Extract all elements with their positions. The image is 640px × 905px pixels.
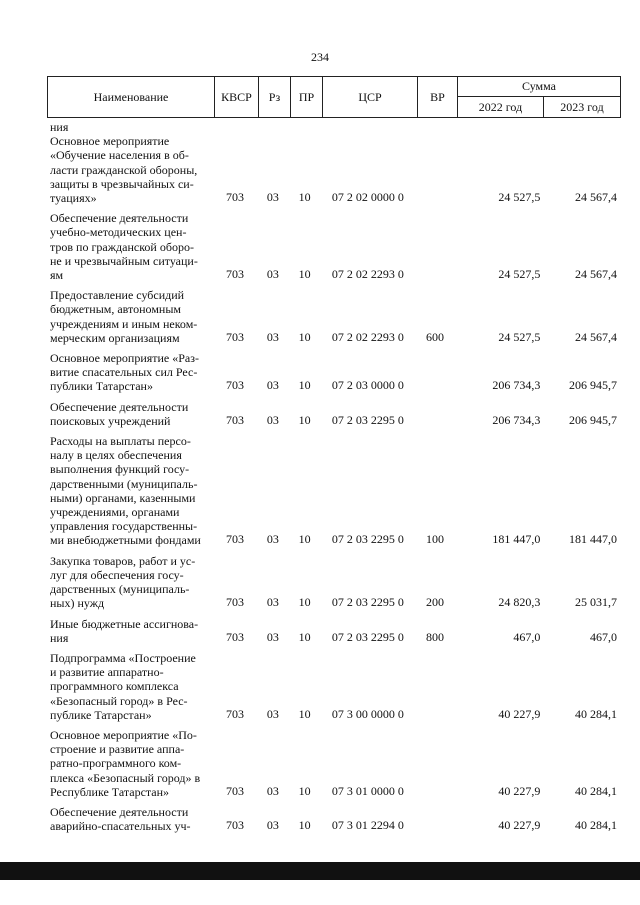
cell-s1: 40 227,9: [498, 783, 541, 798]
cell-pr: 10: [298, 706, 311, 721]
cell-s2: 40 284,1: [575, 818, 617, 833]
cell-pr: 10: [298, 267, 311, 282]
row-name-line: плекса «Безопасный город» в: [50, 770, 201, 785]
cell-s1: 24 527,5: [498, 329, 541, 344]
row-name-line: ных) нужд: [50, 596, 105, 611]
cell-s1: 24 820,3: [498, 595, 541, 610]
header-2022: 2022 год: [458, 97, 544, 118]
row-name: [47, 400, 213, 428]
row-name-line: луг для обеспечения госу-: [50, 567, 184, 582]
cell-vr: [415, 204, 455, 205]
cell-vr: [415, 393, 455, 394]
table-row: [47, 434, 617, 548]
row-name: [47, 351, 213, 394]
cell-vr: 200: [425, 595, 444, 610]
cell-pr: 10: [298, 532, 311, 547]
cell-pr: 10: [298, 329, 311, 344]
table-row: [47, 651, 617, 722]
row-name: [47, 120, 213, 134]
cell-csr: 07 2 02 2293 0: [331, 267, 404, 282]
cell-rz: [257, 133, 289, 134]
row-name-line: Иные бюджетные ассигнова-: [50, 616, 199, 631]
row-name-line: «Обучение населения в об-: [50, 148, 189, 163]
cell-vr: [415, 721, 455, 722]
header-kvsr: КВСР: [215, 77, 259, 118]
header-csr: ЦСР: [323, 77, 418, 118]
cell-kvsr: 703: [226, 706, 245, 721]
row-name-line: Расходы на выплаты персо-: [50, 434, 191, 449]
cell-rz: 03: [266, 532, 279, 547]
cell-vr: [415, 832, 455, 833]
row-name: [47, 288, 213, 345]
row-name-line: управления государственны-: [50, 519, 198, 534]
cell-kvsr: 703: [226, 532, 245, 547]
row-name-line: ям: [50, 268, 64, 283]
table-row: [47, 120, 617, 134]
row-name-line: выполнения функций госу-: [50, 462, 190, 477]
cell-s1: 24 527,5: [498, 190, 541, 205]
cell-rz: 03: [266, 378, 279, 393]
cell-csr: 07 2 03 2295 0: [331, 629, 404, 644]
cell-csr: 07 2 03 2295 0: [331, 532, 404, 547]
row-name-line: ми внебюджетными фондами: [50, 533, 201, 548]
cell-pr: 10: [298, 378, 311, 393]
cell-csr: 07 3 01 2294 0: [331, 818, 404, 833]
row-name-line: защиты в чрезвычайных си-: [50, 176, 194, 191]
table-row: [47, 617, 617, 645]
cell-s1: 181 447,0: [492, 532, 541, 547]
row-name-line: Основное мероприятие «По-: [50, 727, 197, 742]
header-2023: 2023 год: [544, 97, 621, 118]
cell-s2: 206 945,7: [569, 412, 617, 427]
cell-kvsr: 703: [226, 378, 245, 393]
cell-csr: 07 2 03 2295 0: [331, 595, 404, 610]
cell-vr: 100: [425, 532, 444, 547]
table-row: [47, 351, 617, 394]
header-name: Наименование: [48, 77, 215, 118]
row-name: [47, 651, 213, 722]
cell-s2: [540, 133, 617, 134]
row-name-line: и развитие аппаратно-: [50, 665, 164, 680]
row-name: [47, 728, 213, 799]
scan-edge-bar: [0, 862, 640, 880]
cell-rz: 03: [266, 329, 279, 344]
row-name-line: ния: [50, 120, 69, 134]
cell-rz: 03: [266, 267, 279, 282]
row-name-line: ратно-программного ком-: [50, 756, 182, 771]
cell-csr: 07 2 02 2293 0: [331, 329, 404, 344]
row-name-line: учебно-методических цен-: [50, 225, 187, 240]
cell-csr: 07 2 03 2295 0: [331, 412, 404, 427]
cell-rz: 03: [266, 629, 279, 644]
row-name-line: Обеспечение деятельности: [50, 211, 189, 226]
cell-s1: 40 227,9: [498, 706, 541, 721]
cell-rz: 03: [266, 783, 279, 798]
cell-s1: [455, 133, 541, 134]
cell-pr: 10: [298, 818, 311, 833]
row-name-line: мерческим организациям: [50, 330, 180, 345]
cell-s2: 25 031,7: [575, 595, 617, 610]
cell-kvsr: 703: [226, 595, 245, 610]
header-vr: ВР: [418, 77, 458, 118]
cell-s2: 24 567,4: [575, 267, 617, 282]
cell-pr: 10: [298, 783, 311, 798]
row-name-line: ными) органами, казенными: [50, 490, 196, 505]
row-name-line: Основное мероприятие: [50, 134, 170, 149]
page-number: 234: [311, 50, 329, 64]
cell-csr: 07 2 03 0000 0: [331, 378, 404, 393]
row-name-line: Обеспечение деятельности: [50, 399, 189, 414]
row-name-line: не и чрезвычайным ситуаци-: [50, 253, 198, 268]
cell-kvsr: 703: [226, 190, 245, 205]
table-row: [47, 288, 617, 345]
table-row: [47, 211, 617, 282]
cell-s1: 467,0: [513, 629, 541, 644]
cell-kvsr: 703: [226, 629, 245, 644]
table-row: [47, 805, 617, 833]
row-name-line: «Безопасный город» в Рес-: [50, 693, 188, 708]
cell-s2: 40 284,1: [575, 706, 617, 721]
row-name-line: Республике Татарстан»: [50, 784, 170, 799]
cell-s2: 181 447,0: [569, 532, 617, 547]
row-name: [47, 211, 213, 282]
row-name-line: бюджетным, автономным: [50, 302, 181, 317]
cell-pr: 10: [298, 595, 311, 610]
row-name-line: программного комплекса: [50, 679, 179, 694]
row-name-line: тров по гражданской оборо-: [50, 239, 194, 254]
cell-rz: 03: [266, 412, 279, 427]
row-name-line: публике Татарстан»: [50, 707, 152, 722]
row-name-line: учреждениями, органами: [50, 505, 180, 520]
row-name: [47, 434, 213, 548]
header-sum: Сумма: [458, 77, 621, 97]
cell-kvsr: 703: [226, 267, 245, 282]
cell-rz: 03: [266, 818, 279, 833]
cell-s1: 24 527,5: [498, 267, 541, 282]
table-row: [47, 134, 617, 205]
cell-csr: [321, 133, 416, 134]
cell-vr: [415, 798, 455, 799]
table-header: [47, 76, 621, 118]
cell-vr: 800: [425, 629, 444, 644]
row-name-line: Основное мероприятие «Раз-: [50, 351, 199, 366]
cell-kvsr: [213, 133, 257, 134]
row-name-line: строение и развитие аппа-: [50, 742, 185, 757]
cell-s2: 206 945,7: [569, 378, 617, 393]
cell-vr: 600: [425, 329, 444, 344]
row-name-line: публики Татарстан»: [50, 379, 153, 394]
row-name-line: дарственными (муниципаль-: [50, 476, 198, 491]
header-pr: ПР: [291, 77, 323, 118]
cell-s1: 206 734,3: [492, 412, 541, 427]
row-name-line: учреждениям и иным неком-: [50, 316, 198, 331]
row-name-line: Закупка товаров, работ и ус-: [50, 553, 196, 568]
cell-csr: 07 3 01 0000 0: [331, 783, 404, 798]
row-name: [47, 134, 213, 205]
cell-s1: 206 734,3: [492, 378, 541, 393]
cell-csr: 07 2 02 0000 0: [331, 190, 404, 205]
cell-pr: [289, 133, 321, 134]
row-name-line: налу в целях обеспечения: [50, 448, 182, 463]
table-body: [47, 120, 617, 839]
row-name-line: ния: [50, 630, 69, 645]
cell-s2: 40 284,1: [575, 783, 617, 798]
cell-rz: 03: [266, 595, 279, 610]
cell-rz: 03: [266, 706, 279, 721]
row-gap: [47, 833, 617, 839]
cell-kvsr: 703: [226, 412, 245, 427]
row-name-line: Обеспечение деятельности: [50, 804, 189, 819]
cell-csr: 07 3 00 0000 0: [331, 706, 404, 721]
row-name-line: туациях»: [50, 191, 97, 206]
row-name-line: витие спасательных сил Рес-: [50, 365, 198, 380]
cell-s1: 40 227,9: [498, 818, 541, 833]
table-row: [47, 554, 617, 611]
row-name: [47, 554, 213, 611]
cell-kvsr: 703: [226, 783, 245, 798]
row-name-line: дарственных (муниципаль-: [50, 582, 190, 597]
cell-s2: 467,0: [590, 629, 617, 644]
row-name-line: Предоставление субсидий: [50, 288, 185, 303]
cell-pr: 10: [298, 412, 311, 427]
table-row: [47, 400, 617, 428]
row-name-line: аварийно-спасательных уч-: [50, 819, 191, 834]
row-name-line: Подпрограмма «Построение: [50, 650, 196, 665]
cell-vr: [415, 427, 455, 428]
row-name: [47, 805, 213, 833]
row-name-line: ласти гражданской обороны,: [50, 162, 198, 177]
row-name-line: поисковых учреждений: [50, 413, 171, 428]
cell-s2: 24 567,4: [575, 329, 617, 344]
cell-s2: 24 567,4: [575, 190, 617, 205]
cell-kvsr: 703: [226, 329, 245, 344]
header-rz: Рз: [259, 77, 291, 118]
cell-pr: 10: [298, 190, 311, 205]
cell-vr: [415, 133, 455, 134]
table-row: [47, 728, 617, 799]
cell-rz: 03: [266, 190, 279, 205]
row-name: [47, 617, 213, 645]
cell-vr: [415, 281, 455, 282]
cell-kvsr: 703: [226, 818, 245, 833]
cell-pr: 10: [298, 629, 311, 644]
